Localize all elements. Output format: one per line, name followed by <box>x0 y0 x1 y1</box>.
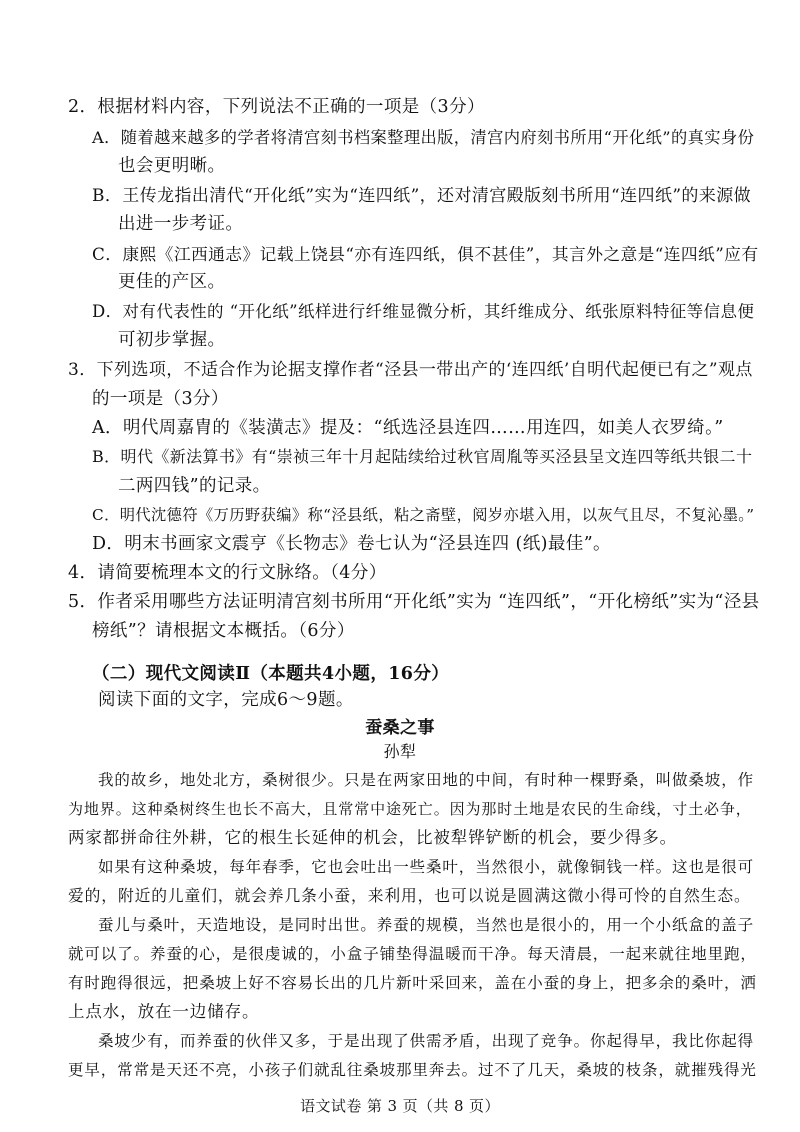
essay-paragraph-3-line-3: 有时跑得很远，把桑坡上好不容易长出的几片新叶采回来，盖在小蚕的身上，把多余的桑叶，洒 <box>68 974 757 992</box>
question-3-stem-cont: 的一项是（3分） <box>92 389 229 409</box>
question-2-option-a-cont: 也会更明晰。 <box>118 156 226 176</box>
question-5-stem-cont: 榜纸”？请根据文本概括。（6分） <box>92 621 355 641</box>
question-2-option-b-cont: 出进一步考证。 <box>118 214 244 234</box>
question-3-option-a: A．明代周嘉胄的《装潢志》提及：“纸选泾县连四……用连四，如美人衣罗绮。” <box>92 418 724 438</box>
essay-paragraph-1-line-1: 我的故乡，地处北方，桑树很少。只是在两家田地的中间，有时种一棵野桑，叫做桑坡，作 <box>98 771 755 789</box>
essay-paragraph-2-line-1: 如果有这种桑坡，每年春季，它也会吐出一些桑叶，当然很小，就像铜钱一样。这也是很可 <box>98 858 755 876</box>
essay-paragraph-1-line-2: 为地界。这种桑树终生也长不高大，且常常中途死亡。因为那时土地是农民的生命线，寸土必争， <box>68 800 752 818</box>
essay-author: 孙犁 <box>383 742 417 761</box>
question-3-option-b: B．明代《新法算书》有“崇祯三年十月起陆续给过秋官周胤等买泾县呈文连四等纸共银二十 <box>92 447 753 466</box>
question-2-option-d: D．对有代表性的 “开化纸”纸样进行纤维显微分析，其纤维成分、纸张原料特征等信息便 <box>92 302 755 321</box>
essay-paragraph-1-line-3: 两家都拼命往外耕，它的根生长延伸的机会，比被犁铧铲断的机会，要少得多。 <box>68 828 677 847</box>
essay-paragraph-3-line-2: 就可以了。养蚕的心，是很虔诚的，小盒子铺垫得温暖而干净。每天清晨，一起来就往地里跑， <box>68 945 757 963</box>
essay-paragraph-4-line-1: 桑坡少有，而养蚕的伙伴又多，于是出现了供需矛盾，出现了竞争。你起得早，我比你起得 <box>98 1032 755 1050</box>
question-2-option-d-cont: 可初步掌握。 <box>118 330 226 350</box>
essay-paragraph-2-line-2: 爱的，附近的儿童们，就会养几条小蚕，来利用，也可以说是圆满这微小得可怜的自然生态。 <box>68 886 751 905</box>
question-3-option-c: C．明代沈德符《万历野获编》称“泾县纸，粘之斋壁，阅岁亦堪入用，以灰气且尽，不复沁墨。” <box>92 506 755 524</box>
section-instruction: 阅读下面的文字，完成6～9题。 <box>98 690 354 710</box>
question-2-option-a: A．随着越来越多的学者将清宫刻书档案整理出版，清宫内府刻书所用“开化纸”的真实身份 <box>92 128 755 147</box>
page-footer: 语文试卷 第 3 页（共 8 页） <box>300 1097 500 1115</box>
question-2-stem: 2．根据材料内容，下列说法不正确的一项是（3分） <box>68 97 485 117</box>
section-heading: （二）现代文阅读Ⅱ（本题共4小题，16分） <box>92 664 450 684</box>
question-2-option-c-cont: 更佳的产区。 <box>118 272 226 292</box>
question-2-option-c: C．康熙《江西通志》记载上饶县“亦有连四纸，俱不甚佳”，其言外之意是“连四纸”应有 <box>92 244 759 264</box>
question-3-stem: 3．下列选项，不适合作为论据支撑作者“泾县一带出产的‘连四纸’自明代起便已有之”观点 <box>68 360 753 380</box>
question-5-stem: 5．作者采用哪些方法证明清宫刻书所用“开化纸”实为 “连四纸”，“开化榜纸”实为“泾县 <box>68 592 760 612</box>
question-4-stem: 4．请简要梳理本文的行文脉络。（4分） <box>68 563 387 583</box>
question-3-option-b-cont: 二两四钱”的记录。 <box>118 476 271 496</box>
essay-paragraph-3-line-1: 蚕儿与桑叶，天造地设，是同时出世。养蚕的规模，当然也是很小的，用一个小纸盒的盖子 <box>98 916 755 934</box>
question-3-option-d: D．明末书画家文震亨《长物志》卷七认为“泾县连四 (纸)最佳”。 <box>92 534 611 554</box>
question-2-option-b: B．王传龙指出清代“开化纸”实为“连四纸”，还对清宫殿版刻书所用“连四纸”的来源做 <box>92 186 752 206</box>
essay-title: 蚕桑之事 <box>365 718 435 738</box>
essay-paragraph-4-line-2: 更早，常常是天还不亮，小孩子们就乱往桑坡那里奔去。过不了几天，桑坡的枝条，就摧残得光 <box>68 1061 757 1079</box>
essay-paragraph-3-line-4: 上点水，放在一边储存。 <box>68 1002 260 1021</box>
